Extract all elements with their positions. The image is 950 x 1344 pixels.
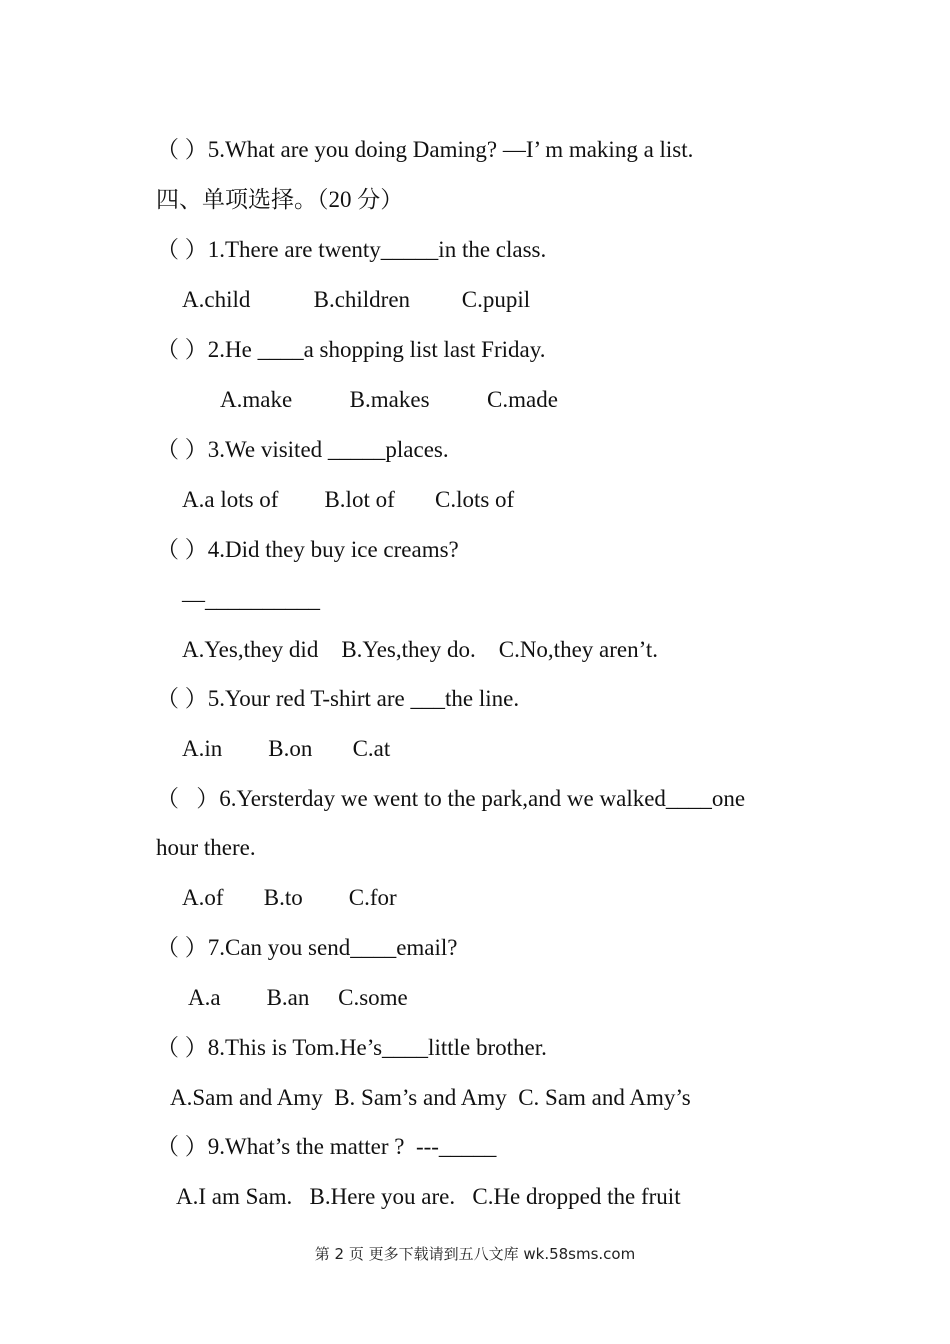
- question-7: （ ）7.Can you send____email?: [156, 935, 458, 960]
- question-3: （ ）3.We visited _____places.: [156, 437, 449, 462]
- options-6: A.of B.to C.for: [182, 885, 397, 910]
- options-9: A.I am Sam. B.Here you are. C.He dropped the fruit: [176, 1184, 681, 1209]
- options-2: A.make B.makes C.made: [220, 387, 558, 412]
- page-footer: 第 2 页 更多下载请到五八文库 wk.58sms.com: [314, 1245, 636, 1263]
- question-8: （ ）8.This is Tom.He’s____little brother.: [156, 1035, 547, 1060]
- question-2: （ ）2.He ____a shopping list last Friday.: [156, 337, 546, 362]
- question-6-continued: hour there.: [156, 835, 256, 860]
- question-1: （ ）1.There are twenty_____in the class.: [156, 237, 547, 262]
- section-heading: 四、单项选择。（20 分）: [156, 187, 404, 212]
- options-1: A.child B.children C.pupil: [182, 287, 531, 312]
- question-4: （ ）4.Did they buy ice creams?: [156, 537, 459, 562]
- question-5: （ ）5.Your red T-shirt are ___the line.: [156, 686, 520, 711]
- options-3: A.a lots of B.lot of C.lots of: [182, 487, 515, 512]
- options-8: A.Sam and Amy B. Sam’s and Amy C. Sam and Amy’s: [170, 1085, 691, 1110]
- options-4: A.Yes,they did B.Yes,they do. C.No,they aren’t.: [182, 637, 658, 662]
- options-7: A.a B.an C.some: [188, 985, 408, 1010]
- options-5: A.in B.on C.at: [182, 736, 391, 761]
- question-3-5: （ ）5.What are you doing Daming? —I’ m making a list.: [156, 137, 694, 162]
- answer-blank-4: —__________: [182, 587, 320, 612]
- question-6: （ ）6.Yersterday we went to the park,and we walked____one: [156, 786, 746, 811]
- question-9: （ ）9.What’s the matter ? ---_____: [156, 1134, 497, 1159]
